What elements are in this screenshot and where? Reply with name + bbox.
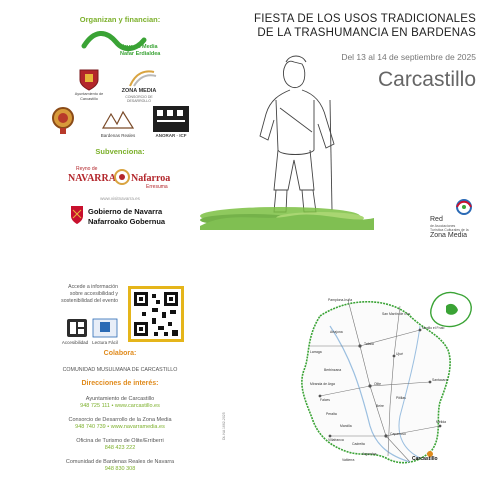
zona-media-line2: CONSORCIO DE DESARROLLO: [125, 95, 153, 103]
contact-detail[interactable]: 948 830 308: [104, 466, 136, 473]
ayto-carcastillo-label: Ayuntamiento de Carcastillo: [74, 92, 104, 101]
navarra-media-line2: Nafar Erdialdea: [120, 51, 161, 57]
red-line4: Zona Media: [430, 232, 467, 239]
contact-name: Comunidad de Bardenas Reales de Navarra: [65, 459, 175, 465]
map-label: Pamplona-Iruña: [328, 298, 353, 302]
shepherd-illustration: [190, 40, 380, 240]
event-date: Del 13 al 14 de septiembre de 2025: [341, 52, 476, 62]
anorar-label: ANORAR · ICF: [155, 133, 187, 138]
contact-detail[interactable]: 848 423 222: [104, 445, 136, 452]
contacts-list: [40, 396, 200, 480]
map-label: Peralta: [326, 412, 337, 416]
directions-heading: Direcciones de interés:: [81, 380, 159, 387]
map-label: Tafalla: [364, 342, 374, 346]
zona-media-wheat-icon: [114, 66, 164, 88]
title-line2: DE LA TRASHUMANCIA EN BARDENAS: [257, 26, 476, 39]
map-label: Marcilla: [340, 424, 352, 428]
red-line1: Red: [430, 216, 443, 223]
reyno-emblem-icon: [114, 169, 130, 185]
map-label: Falces: [320, 398, 330, 402]
map-label: Mélida: [436, 420, 446, 424]
map-label-carcastillo: Carcastillo: [412, 456, 438, 462]
dl-code: DL NA 1662-2025: [222, 412, 226, 440]
red-asociaciones-logo: [430, 198, 480, 240]
red-swirl-icon: [452, 198, 478, 216]
map-label: Miranda de Arga: [310, 382, 335, 386]
red-line2: de Asociaciones: [430, 224, 456, 228]
visit-url[interactable]: www.visitnavarra.es: [100, 196, 140, 201]
pictogram-label: Accesibilidad: [61, 340, 89, 345]
navarra-media-logo: [80, 28, 168, 62]
seal-icon: [52, 106, 74, 136]
map-label: Valtierra: [342, 458, 355, 462]
map-label: Caparroso: [390, 432, 406, 436]
map-label: Larraga: [310, 350, 322, 354]
reyno-small: Reyno de: [76, 166, 98, 172]
contact-name: Ayuntamiento de Carcastillo: [85, 396, 155, 402]
map-label: Beire: [376, 404, 384, 408]
map-label: Berbinzana: [324, 368, 342, 372]
contact-detail[interactable]: 948 725 111 • www.carcastillo.es: [80, 403, 160, 410]
gobierno-shield-icon: [70, 205, 84, 223]
title-line1: FIESTA DE LOS USOS TRADICIONALES: [254, 13, 476, 25]
colabora-heading: Colabora:: [103, 350, 137, 357]
reyno-big: NAVARRA: [68, 173, 116, 184]
map-label: Murillo el Fruto: [422, 326, 445, 330]
contact-item: [40, 459, 200, 480]
map-label: Cadreita: [352, 442, 365, 446]
red-line3: Turística Culturales de la: [430, 228, 469, 232]
carcastillo-shield-icon: [78, 68, 100, 90]
map-label: San Martín de Unx: [382, 312, 411, 316]
zona-media-line1: ZONA MEDIA: [121, 88, 157, 94]
event-town: Carcastillo: [377, 68, 476, 91]
access-text: Accede a información sobre accesibilidad y sostenibilidad del evento: [61, 284, 118, 304]
contact-item: [40, 396, 200, 417]
bardenas-label: Bardenas Reales: [100, 133, 136, 138]
map-label: Olite: [374, 382, 381, 386]
map-label: Villafranca: [328, 438, 344, 442]
colabora-text: COMUNIDAD MUSULMANA DE CARCASTILLO: [62, 367, 178, 373]
contact-name: Consorcio de Desarrollo de la Zona Media: [68, 417, 172, 423]
qr-code-icon[interactable]: [128, 286, 184, 342]
contact-name: Oficina de Turismo de Olite/Erriberri: [76, 438, 164, 444]
gobierno-line2: Nafarroako Gobernua: [88, 217, 166, 226]
map-label: Ujué: [396, 352, 403, 356]
map-label: Artajona: [330, 330, 343, 334]
map-label: Pitillas: [396, 396, 406, 400]
reyno-sub: Erresuma: [146, 184, 168, 190]
reyno-navarra-logo: [68, 166, 180, 192]
pictogram-icon[interactable]: [66, 318, 88, 338]
anorar-logo-icon: [153, 106, 189, 132]
event-title: [236, 13, 476, 41]
lectura-label: Lectura Fácil: [92, 340, 118, 345]
organize-heading: Organizan y financian:: [79, 15, 161, 24]
lectura-facil-icon[interactable]: [92, 318, 118, 338]
navarra-media-line1: Navarra Media: [120, 44, 158, 50]
map-label: Arguedas: [362, 452, 377, 456]
contact-item: [40, 438, 200, 459]
contact-item: [40, 417, 200, 438]
subvenciona-heading: Subvenciona:: [95, 147, 145, 156]
bardenas-logo-icon: [101, 110, 135, 130]
gobierno-line1: Gobierno de Navarra: [88, 207, 163, 216]
reyno-big2: Nafarroa: [131, 173, 171, 184]
zona-media-logo: [114, 66, 164, 102]
map-label: Santacara: [432, 378, 448, 382]
contact-detail[interactable]: 948 740 739 • www.navarramedia.es: [75, 424, 165, 431]
navarra-locator-map: [424, 286, 478, 332]
